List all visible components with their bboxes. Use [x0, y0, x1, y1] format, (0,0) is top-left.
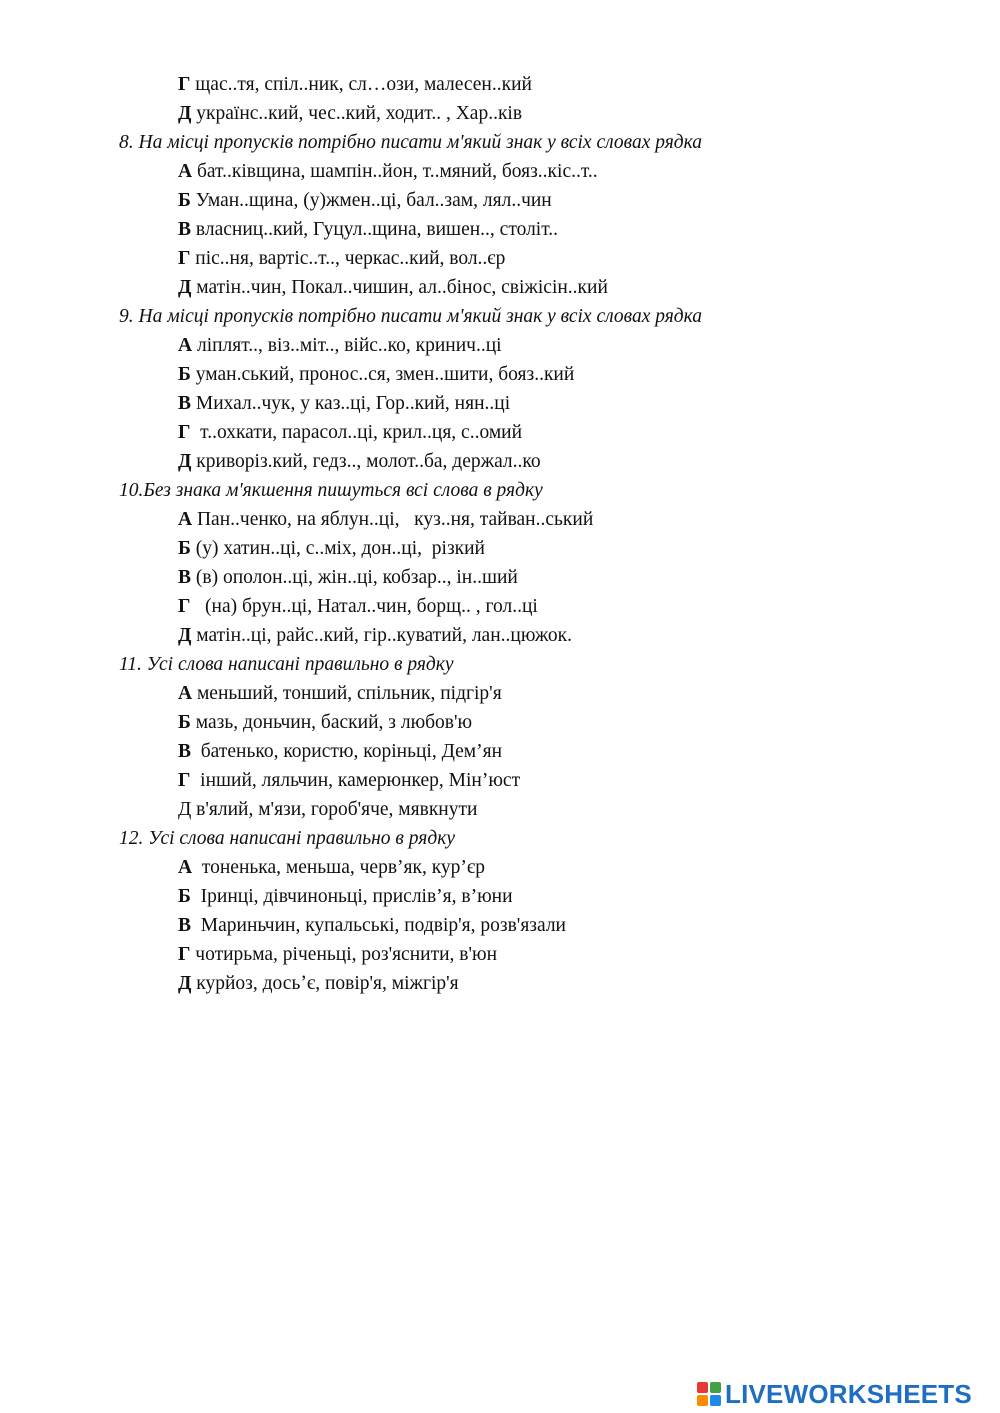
option-letter: Д	[178, 277, 192, 298]
liveworksheets-logo	[697, 1378, 972, 1409]
answer-option	[0, 621, 1000, 650]
answer-option	[0, 882, 1000, 911]
option-letter: Д	[178, 973, 192, 994]
option-text: тоненька, меньша, черв’як, кур’єр	[192, 857, 486, 878]
option-text: уман.ський, пронос..ся, змен..шити, бояз..кий	[190, 364, 575, 385]
option-letter: Д	[178, 451, 192, 472]
option-letter: Б	[178, 538, 191, 559]
option-letter: А	[178, 161, 193, 182]
answer-option	[0, 853, 1000, 882]
option-text: бат..ківщина, шампін..йон, т..мяний, бояз..кіс..т..	[192, 161, 598, 182]
option-text: матін..чин, Покал..чишин, ал..бінос, свіжісін..кий	[191, 277, 608, 298]
option-text: чотирьма, річеньці, роз'яснити, в'юн	[190, 944, 498, 965]
option-letter: Б	[178, 712, 191, 733]
answer-option	[0, 157, 1000, 186]
answer-option	[0, 592, 1000, 621]
option-letter: В	[178, 741, 192, 762]
option-text: (на) брун..ці, Натал..чин, борщ.. , гол..ці	[190, 596, 538, 617]
liveworksheets-wordmark: LIVEWORKSHEETS	[725, 1378, 972, 1409]
option-letter: В	[178, 219, 192, 240]
answer-option	[0, 215, 1000, 244]
option-letter: А	[178, 857, 193, 878]
option-letter: А	[178, 683, 193, 704]
option-letter: Г	[178, 596, 191, 617]
answer-option	[0, 969, 1000, 998]
question-heading: 12. Усі слова написані правильно в рядку	[119, 828, 455, 849]
option-letter: Б	[178, 190, 191, 211]
question-heading: 11. Усі слова написані правильно в рядку	[119, 654, 454, 675]
option-text: Пан..ченко, на яблун..ці, куз..ня, тайван..ський	[192, 509, 594, 530]
question-heading: 10.Без знака м'якшення пишуться всі слова в рядку	[119, 480, 543, 501]
worksheet-content	[0, 70, 1000, 998]
option-text: курйоз, досьʼє, повір'я, міжгір'я	[191, 973, 459, 994]
option-letter: Б	[178, 886, 191, 907]
answer-option	[0, 708, 1000, 737]
answer-option	[0, 505, 1000, 534]
question-heading: 9. На місці пропусків потрібно писати м'який знак у всіх словах рядка	[119, 306, 703, 327]
answer-option	[0, 737, 1000, 766]
option-letter: В	[178, 567, 192, 588]
answer-option	[0, 331, 1000, 360]
option-letter: Г	[178, 248, 191, 269]
option-text: піс..ня, вартіс..т.., черкас..кий, вол..єр	[190, 248, 506, 269]
option-letter: В	[178, 915, 192, 936]
option-letter: А	[178, 335, 193, 356]
option-text: т..охкати, парасол..ці, крил..ця, с..омий	[190, 422, 523, 443]
logo-square-red	[697, 1382, 708, 1393]
answer-option	[0, 418, 1000, 447]
answer-option	[0, 563, 1000, 592]
option-letter: В	[178, 393, 192, 414]
answer-option	[0, 70, 1000, 99]
logo-square-blue	[710, 1395, 721, 1406]
option-text: Михал..чук, у каз..ці, Гор..кий, нян..ці	[191, 393, 511, 414]
option-text: власниц..кий, Гуцул..щина, вишен.., століт..	[191, 219, 559, 240]
option-text: Іринці, дівчиноньці, прислів’я, в’юни	[190, 886, 513, 907]
option-letter: Д	[178, 103, 192, 124]
option-text: інший, ляльчин, камерюнкер, Мін’юст	[190, 770, 521, 791]
option-letter: Б	[178, 364, 191, 385]
option-letter: Г	[178, 74, 191, 95]
answer-option	[0, 911, 1000, 940]
option-text: меньший, тонший, спільник, підгір'я	[192, 683, 502, 704]
answer-option	[0, 244, 1000, 273]
option-text: (у) хатин..ці, с..міх, дон..ці, різкий	[190, 538, 485, 559]
option-text: Мариньчин, купальські, подвір'я, розв'язали	[191, 915, 566, 936]
answer-option	[0, 795, 1000, 824]
answer-option	[0, 389, 1000, 418]
option-letter: Г	[178, 422, 191, 443]
answer-option	[0, 447, 1000, 476]
answer-option	[0, 679, 1000, 708]
option-letter: Д	[178, 625, 192, 646]
option-text: українс..кий, чес..кий, ходит.. , Хар..ків	[191, 103, 523, 124]
logo-square-green	[710, 1382, 721, 1393]
option-letter: А	[178, 509, 193, 530]
question-heading: 8. На місці пропусків потрібно писати м'який знак у всіх словах рядка	[119, 132, 703, 153]
option-letter: Г	[178, 770, 191, 791]
answer-option	[0, 360, 1000, 389]
answer-option	[0, 99, 1000, 128]
option-letter: Г	[178, 944, 191, 965]
option-text: щас..тя, спіл..ник, сл…ози, малесен..кий	[190, 74, 532, 95]
liveworksheets-mark-icon	[697, 1382, 721, 1406]
option-text: криворіз.кий, гедз.., молот..ба, держал..ко	[191, 451, 541, 472]
option-text: Д в'ялий, м'язи, гороб'яче, мявкнути	[178, 799, 478, 820]
option-text: батенько, користю, коріньці, Дем’ян	[191, 741, 503, 762]
option-text: (в) ополон..ці, жін..ці, кобзар.., ін..ший	[191, 567, 518, 588]
logo-square-orange	[697, 1395, 708, 1406]
option-text: мазь, доньчин, баский, з любов'ю	[190, 712, 473, 733]
option-text: Уман..щина, (у)жмен..ці, бал..зам, лял..чин	[190, 190, 552, 211]
answer-option	[0, 940, 1000, 969]
answer-option	[0, 534, 1000, 563]
answer-option	[0, 186, 1000, 215]
answer-option	[0, 273, 1000, 302]
option-text: ліплят.., віз..міт.., війс..ко, кринич..ці	[192, 335, 502, 356]
option-text: матін..ці, райс..кий, гір..куватий, лан..цюжок.	[191, 625, 573, 646]
answer-option	[0, 766, 1000, 795]
